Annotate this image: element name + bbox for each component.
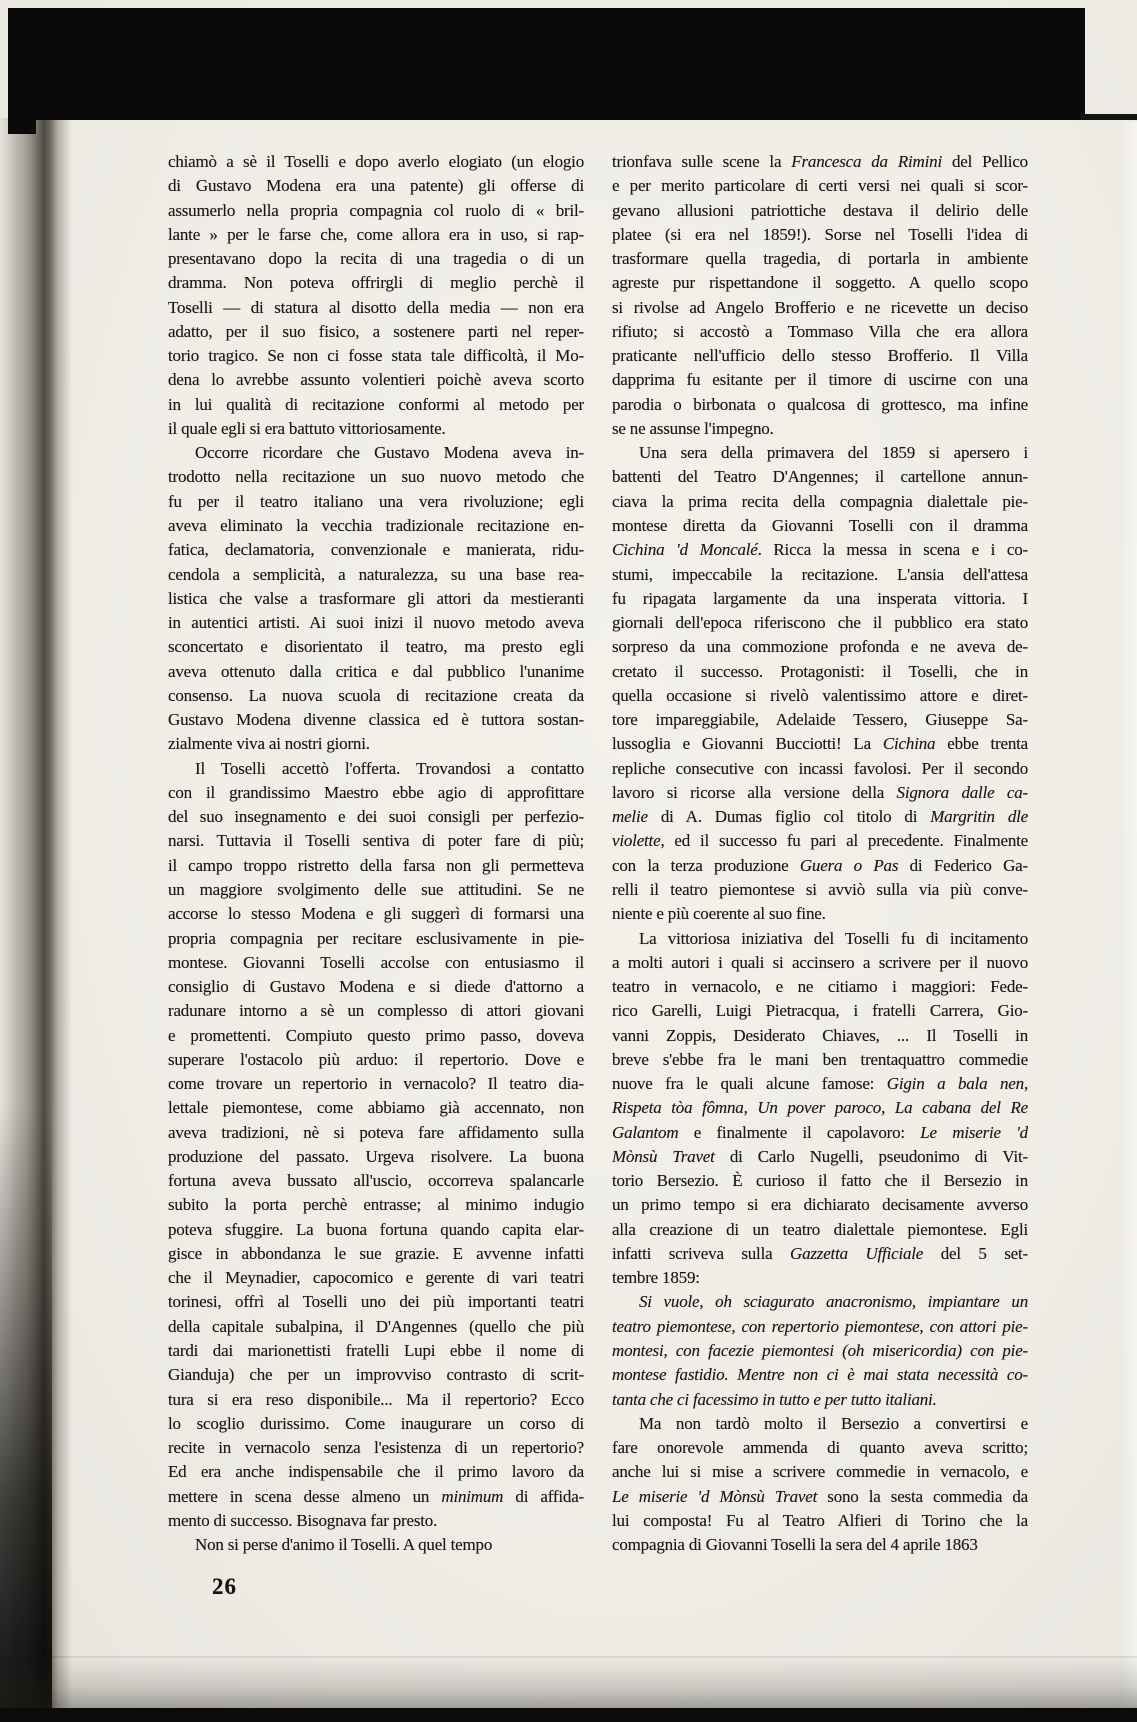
text-line: fare onorevole ammenda di quanto aveva scritto;	[612, 1438, 1028, 1458]
text-line: aveva ottenuto dalla critica e dal pubblico l'unanime	[168, 661, 584, 681]
text-line: dramma. Non poteva offrirgli di meglio perchè il	[168, 273, 584, 293]
scan-top-bar-line	[1080, 114, 1137, 120]
text-line: sconcertato e disorientato il teatro, ma presto egli	[168, 637, 584, 657]
text-line: consenso. La nuova scuola di recitazione creata da	[168, 685, 584, 705]
text-line: zialmente viva ai nostri giorni.	[168, 734, 370, 754]
paragraph	[612, 441, 1028, 926]
text-line: Rispeta tòa fômna, Un pover paroco, La cabana del Re	[612, 1098, 1028, 1118]
paragraph	[168, 757, 584, 1534]
text-line: breve s'ebbe fra le mani ben trentaquattro commedie	[612, 1049, 1028, 1069]
text-line: Gustavo Modena divenne classica ed è tuttora sostan-	[168, 710, 584, 730]
text-line: assumerlo nella propria compagnia col ruolo di « bril-	[168, 200, 584, 220]
text-line: poteva sfuggire. La buona fortuna quando capita elar-	[168, 1219, 584, 1239]
text-line: alla creazione di un teatro dialettale piemontese. Egli	[612, 1219, 1028, 1239]
text-line: Mònsù Travet di Carlo Nugelli, pseudonimo di Vit-	[612, 1146, 1028, 1166]
text-line: infatti scriveva sulla Gazzetta Ufficiale del 5 set-	[612, 1243, 1028, 1263]
binding-bottom-shadow	[0, 1102, 52, 1722]
text-line: torinesi, offrì al Toselli uno dei più importanti teatri	[168, 1292, 584, 1312]
text-line: e promettenti. Compiuto questo primo passo, doveva	[168, 1025, 584, 1045]
text-line: lante » per le farse che, come allora era in uso, si rap-	[168, 224, 584, 244]
text-line: Galantom e finalmente il capolavoro: Le miserie 'd	[612, 1122, 1028, 1142]
text-line: Occorre ricordare che Gustavo Modena aveva in-	[195, 443, 584, 463]
text-line: anche lui si mise a scrivere commedie in vernacolo, e	[612, 1462, 1028, 1482]
text-line: sorpreso da una commozione profonda e ne aveva de-	[612, 637, 1028, 657]
text-line: vanni Zoppis, Desiderato Chiaves, ... Il Toselli in	[612, 1025, 1028, 1045]
text-line: ciava la prima recita della compagnia dialettale pie-	[612, 491, 1028, 511]
text-line: con la terza produzione Guera o Pas di Federico Ga-	[612, 855, 1028, 875]
text-line: fu per il teatro italiano una vera rivoluzione; egli	[168, 491, 584, 511]
paragraph	[168, 441, 584, 756]
text-line: si rivolse ad Angelo Brofferio e ne ricevette un deciso	[612, 297, 1028, 317]
text-line: adatto, per il suo fisico, a sostenere parti nel reper-	[168, 321, 584, 341]
text-line: fu ripagata largamente da una insperata vittoria. I	[612, 588, 1028, 608]
text-line: se ne assunse l'impegno.	[612, 418, 774, 438]
text-line: produzione del passato. Urgeva risolvere. La buona	[168, 1146, 584, 1166]
text-line: Gianduja) che per un improvviso contrasto di scrit-	[168, 1365, 584, 1385]
text-line: compagnia di Giovanni Toselli la sera del 4 aprile 1863	[612, 1535, 978, 1555]
text-line: Ma non tardò molto il Bersezio a convertirsi e	[639, 1413, 1028, 1433]
paragraph	[612, 150, 1028, 441]
text-line: tembre 1859:	[612, 1268, 700, 1288]
text-line: radunare intorno a sè un complesso di attori giovani	[168, 1001, 584, 1021]
text-line: lussoglia e Giovanni Bucciotti! La Cichina ebbe trenta	[612, 734, 1028, 754]
text-line: torio tragico. Se non ci fosse stata tale difficoltà, il Mo-	[168, 346, 584, 366]
text-line: Le miserie 'd Mònsù Travet sono la sesta commedia da	[612, 1486, 1028, 1506]
text-line: montese diretta da Giovanni Toselli con il dramma	[612, 515, 1028, 535]
text-line: narsi. Tuttavia il Toselli sentiva di poter fare di più;	[168, 831, 584, 851]
text-line: gevano allusioni patriottiche destava il delirio delle	[612, 200, 1028, 220]
text-line: nuove fra le quali alcune famose: Gigin a bala nen,	[612, 1074, 1028, 1094]
text-line: Il Toselli accettò l'offerta. Trovandosi a contatto	[195, 758, 584, 778]
text-line: battenti del Teatro D'Angennes; il cartellone annun-	[612, 467, 1028, 487]
paragraph	[168, 1533, 584, 1557]
text-line: del suo insegnamento e dei suoi consigli per perfezio-	[168, 807, 584, 827]
text-line: trionfava sulle scene la Francesca da Rimini del Pellico	[612, 152, 1028, 171]
text-line: consiglio di Gustavo Modena e si diede d'attorno a	[168, 977, 584, 997]
text-line: di Gustavo Modena era una patente) gli offerse di	[168, 176, 584, 196]
text-line: in autentici artisti. Ai suoi inizi il nuovo metodo aveva	[168, 613, 584, 633]
paragraph	[612, 927, 1028, 1291]
text-line: lavoro si ricorse alla versione della Signora dalle ca-	[612, 782, 1028, 802]
text-line: montese fastidio. Mentre non ci è mai stata necessità co-	[612, 1365, 1028, 1385]
text-line: relli il teatro piemontese si avviò sulla via più conve-	[612, 879, 1028, 899]
text-line: Una sera della primavera del 1859 si apersero i	[639, 443, 1028, 463]
text-line: torio Bersezio. È curioso il fatto che il Bersezio in	[612, 1171, 1028, 1191]
text-line: aveva eliminato la vecchia tradizionale recitazione en-	[168, 515, 584, 535]
text-line: quella occasione si rivelò valentissimo attore e diret-	[612, 685, 1028, 705]
page-right-edge-highlight	[1121, 122, 1137, 1708]
text-line: lo scoglio durissimo. Come inaugurare un corso di	[168, 1413, 584, 1433]
paragraph	[168, 150, 584, 441]
text-line: come trovare un repertorio in vernacolo? Il teatro dia-	[168, 1074, 584, 1094]
text-line: un maggiore svolgimento delle sue attitudini. Se ne	[168, 879, 584, 899]
text-line: teatro in vernacolo, e ne citiamo i maggiori: Fede-	[612, 977, 1028, 997]
text-line: praticante nell'ufficio dello stesso Brofferio. Il Villa	[612, 346, 1028, 366]
text-line: platee (si era nel 1859!). Sorse nel Toselli l'idea di	[612, 224, 1028, 244]
scan-black-bottom-strip	[0, 1708, 1137, 1722]
text-line: lettale piemontese, come abbiamo già accennato, non	[168, 1098, 584, 1118]
text-line: trasformare quella tragedia, di portarla in ambiente	[612, 249, 1028, 269]
text-line: tanta che ci facessimo in tutto e per tutto italiani.	[612, 1389, 937, 1409]
paragraph	[612, 1412, 1028, 1558]
text-line: Ed era anche indispensabile che il primo lavoro da	[168, 1462, 584, 1482]
text-line: Cichina 'd Moncalé. Ricca la messa in scena e i co-	[612, 540, 1028, 560]
text-line: con il grandissimo Maestro ebbe agio di approfittare	[168, 782, 584, 802]
text-line: cendola a semplicità, a naturalezza, su una base rea-	[168, 564, 584, 584]
text-line: tore impareggiabile, Adelaide Tessero, Giuseppe Sa-	[612, 710, 1028, 730]
text-line: agreste pur rispettandone il soggetto. A quello scopo	[612, 273, 1028, 293]
text-line: trodotto nella recitazione un suo nuovo metodo che	[168, 467, 584, 487]
text-line: stumi, impeccabile la recitazione. L'ansia dell'attesa	[612, 564, 1028, 584]
text-line: cretato il successo. Protagonisti: il Toselli, che in	[612, 661, 1028, 681]
text-line: Si vuole, oh sciagurato anacronismo, impiantare un	[639, 1292, 1028, 1312]
paragraph	[612, 1290, 1028, 1411]
text-line: il quale egli si era battuto vittoriosamente.	[168, 418, 446, 438]
text-line: listica che valse a trasformare gli attori da mestieranti	[168, 588, 584, 608]
text-line: mettere in scena desse almeno un minimum di affida-	[168, 1486, 584, 1506]
text-line: giornali dell'epoca riferiscono che il pubblico era stato	[612, 613, 1028, 633]
text-line: a molti autori i quali si accinsero a scrivere per il nuovo	[612, 952, 1028, 972]
text-line: che il Meynadier, capocomico e gerente di vari teatri	[168, 1268, 584, 1288]
text-line: un primo tempo si era dichiarato decisamente avverso	[612, 1195, 1028, 1215]
text-line: violette, ed il successo fu pari al precedente. Finalmente	[612, 831, 1028, 851]
text-line: rico Garelli, Luigi Pietracqua, i fratelli Carrera, Gio-	[612, 1001, 1028, 1021]
text-line: repliche consecutive con incassi favolosi. Per il secondo	[612, 758, 1028, 778]
text-line: fortuna aveva bussato all'uscio, occorreva spalancarle	[168, 1171, 584, 1191]
text-line: teatro piemontese, con repertorio piemontese, con attori pie-	[612, 1316, 1028, 1336]
text-line: montese. Giovanni Toselli accolse con entusiasmo il	[168, 952, 584, 972]
text-line: chiamò a sè il Toselli e dopo averlo elogiato (un elogio	[168, 152, 584, 171]
scan-black-top-bar	[8, 8, 1085, 120]
text-column-right	[612, 150, 1028, 1557]
text-line: Toselli — di statura al disotto della media — non era	[168, 297, 584, 317]
scan-black-top-bar-step	[8, 118, 36, 134]
text-line: melie di A. Dumas figlio col titolo di Margritin dle	[612, 807, 1028, 827]
text-line: montesi, con facezie piemontesi (oh misericordia) con pie-	[612, 1341, 1028, 1361]
text-line: recite in vernacolo senza l'esistenza di un repertorio?	[168, 1438, 584, 1458]
text-line: e per merito particolare di certi versi nei quali si scor-	[612, 176, 1028, 196]
text-line: fatica, declamatoria, convenzionale e manierata, ridu-	[168, 540, 584, 560]
text-line: propria compagnia per recitare esclusivamente in pie-	[168, 928, 584, 948]
text-line: superare l'ostacolo più arduo: il repertorio. Dove e	[168, 1049, 584, 1069]
text-line: Non si perse d'animo il Toselli. A quel tempo	[195, 1535, 493, 1555]
text-line: gisce in abbondanza le sue grazie. E avvenne infatti	[168, 1243, 584, 1263]
text-line: subito la porta perchè entrasse; al minimo indugio	[168, 1195, 584, 1215]
text-line: tardi dai marionettisti fratelli Lupi ebbe il nome di	[168, 1341, 584, 1361]
bottom-edge-shadow	[0, 1656, 1137, 1708]
text-line: accorse lo stesso Modena e gli suggerì di formarsi una	[168, 904, 584, 924]
text-line: La vittoriosa iniziativa del Toselli fu di incitamento	[639, 928, 1028, 948]
text-line: rifiuto; si accostò a Tommaso Villa che era allora	[612, 321, 1028, 341]
text-line: tura si era reso disponibile... Ma il repertorio? Ecco	[168, 1389, 584, 1409]
text-line: dapprima fu esitante per il timore di uscirne con una	[612, 370, 1028, 390]
text-line: aveva tradizioni, nè si poteva fare affidamento sulla	[168, 1122, 584, 1142]
text-line: il campo troppo ristretto della farsa non gli permetteva	[168, 855, 584, 875]
text-line: in lui qualità di recitazione conformi al metodo per	[168, 394, 584, 414]
text-line: della capitale subalpina, il D'Angennes (quello che più	[168, 1316, 584, 1336]
text-line: parodia o birbonata o qualcosa di grottesco, ma infine	[612, 394, 1028, 414]
text-column-left	[168, 150, 584, 1557]
page-number: 26	[212, 1574, 237, 1599]
text-line: niente e più coerente al suo fine.	[612, 904, 826, 924]
text-line: lui composta! Fu al Teatro Alfieri di Torino che la	[612, 1510, 1028, 1530]
text-line: mento di successo. Bisognava far presto.	[168, 1510, 438, 1530]
text-line: dena lo avrebbe assunto volentieri poichè aveva scorto	[168, 370, 584, 390]
text-line: presentavano dopo la recita di una tragedia o di un	[168, 249, 584, 269]
